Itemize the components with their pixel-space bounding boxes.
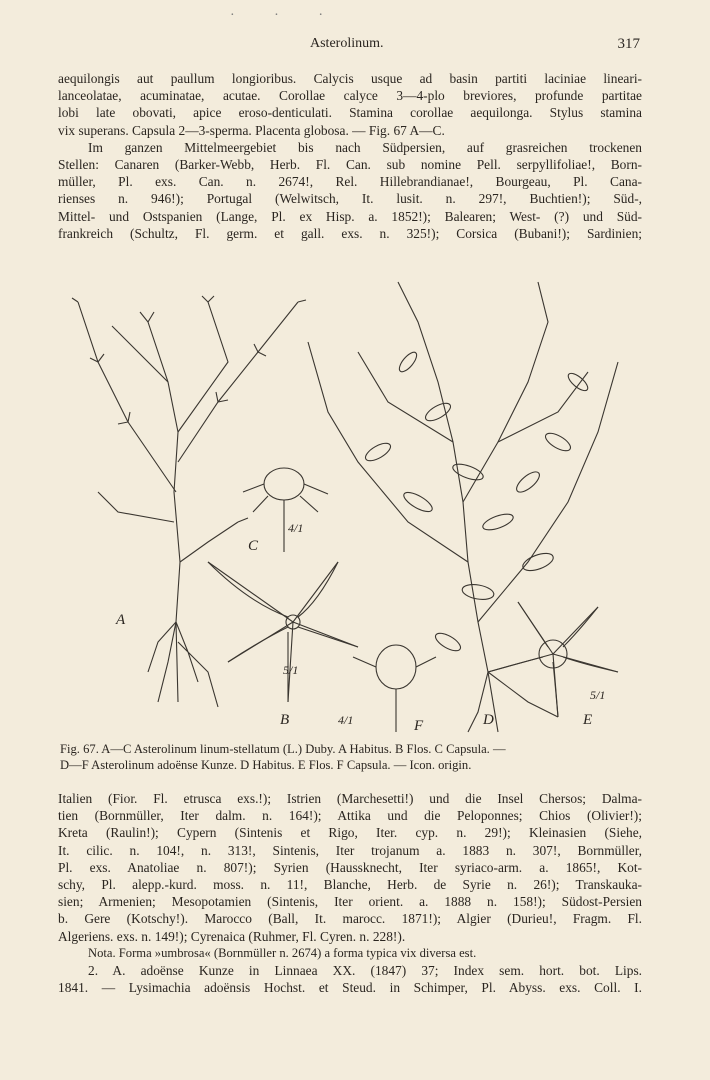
text-line: sien; Armenien; Mesopotamien (Sintenis, Iter orient. a. 1888 n. 158!); Südost-Persien	[58, 894, 642, 910]
text-line: schy, Pl. alepp.-kurd. moss. n. 11!, Blanche, Herb. de Syrie n. 26!); Transkauka-	[58, 877, 642, 893]
plant-d-habitus	[308, 282, 618, 732]
text-line: frankreich (Schultz, Fl. germ. et gall. exs. n. 325!); Corsica (Bubani!); Sardinien;	[58, 225, 642, 241]
text-line: vix superans. Capsula 2—3-sperma. Placenta globosa. — Fig. 67 A—C.	[58, 122, 445, 138]
illustration-svg	[58, 262, 658, 737]
label-a: A	[116, 612, 126, 628]
running-title: Asterolinum.	[310, 36, 384, 51]
botanical-illustration	[58, 262, 658, 737]
plant-d-leaves	[363, 350, 591, 655]
text-line: Italien (Fior. Fl. etrusca exs.!); Istrien (Marchesetti!) und die Insel Chersos; Dalma-	[58, 791, 642, 806]
scale-label-c: 4/1	[288, 521, 304, 535]
plant-a-habitus	[72, 296, 306, 707]
figure-caption	[60, 741, 644, 773]
label-d: D	[483, 712, 494, 728]
text-line: b. Gere (Kotschy!). Marocco (Ball, It. marocc. 1871!); Algier (Durieu!, Fragm. Fl.	[58, 911, 642, 927]
scale-label-b: 5/1	[283, 663, 299, 677]
flower-b	[208, 562, 358, 702]
label-f: F	[414, 718, 424, 734]
species-heading-line: 2. A. adoënse Kunze in Linnaea XX. (1847) 37; Index sem. hort. bot. Lips.	[88, 963, 642, 979]
nota-line: Nota. Forma »umbrosa« (Bornmüller n. 2674) a forma typica vix diversa est.	[88, 945, 477, 960]
text-line: rienses n. 946!); Portugal (Welwitsch, It. lusit. n. 297!, Buchtien!); Süd-,	[58, 191, 642, 207]
label-b: B	[280, 712, 290, 728]
caption-line: D—F Asterolinum adoënse Kunze. D Habitus. E Flos. F Capsula. — Icon. origin.	[60, 758, 472, 772]
caption-line: Fig. 67. A—C Asterolinum linum-stellatum (L.) Duby. A Habitus. B Flos. C Capsula. —	[60, 742, 506, 756]
text-line: Pl. exs. Anatoliae n. 807!); Syrien (Haussknecht, Iter syriaco-arm. a. 1865!, Kot-	[58, 859, 642, 875]
capsule-f	[353, 645, 436, 732]
page-number: 317	[617, 36, 640, 52]
text-line: Stellen: Canaren (Barker-Webb, Herb. Fl. Can. sub nomine Pell. serpyllifoliae!, Born-	[58, 157, 642, 173]
running-header	[60, 36, 650, 54]
text-line: 1841. — Lysimachia adoënsis Hochst. et Steud. in Schimper, Pl. Abyss. exs. Coll. I.	[58, 980, 642, 996]
text-line: lanceolatae, acuminatae, acutae. Corollae calyce 3—4-plo breviores, profunde partitae	[58, 88, 642, 104]
top-text-block	[58, 70, 642, 242]
text-line: tien (Bornmüller, Iter dalm. n. 164!); Attika und die Peloponnes; Chios (Olivier!);	[58, 808, 642, 824]
text-line: lobi late obovati, apice eroso-denticulati. Stamina corollae aequilonga. Stylus stamina	[58, 105, 642, 121]
label-e: E	[583, 712, 593, 728]
scale-label-f: 4/1	[338, 713, 354, 727]
text-line: müller, Pl. exs. Can. n. 2674!, Rel. Hillebrandianae!, Bourgeau, Pl. Cana-	[58, 174, 642, 190]
text-line: Algeriens. exs. n. 149!); Cyrenaica (Ruhmer, Fl. Cyren. n. 228!).	[58, 928, 406, 944]
page-speckles: · · ·	[230, 8, 341, 23]
bottom-text-block	[58, 790, 642, 996]
text-line: Mittel- und Ostspanien (Lange, Pl. ex Hisp. a. 1852!); Balearen; West- (?) und Süd-	[58, 208, 642, 224]
scale-label-e: 5/1	[590, 688, 606, 702]
label-c: C	[248, 538, 259, 554]
text-line: Kreta (Raulin!); Cypern (Sintenis et Rigo, Iter. cyp. n. 29!); Kleinasien (Siehe,	[58, 825, 642, 841]
text-line: Im ganzen Mittelmeergebiet bis nach Südpersien, auf grasreichen trockenen	[88, 139, 642, 155]
text-line: It. cilic. n. 104!, n. 313!, Sintenis, Iter trojanum a. 1883 n. 307!, Bornmüller,	[58, 842, 642, 858]
text-line: aequilongis aut paullum longioribus. Calycis usque ad basin partiti laciniae lineari-	[58, 71, 642, 86]
